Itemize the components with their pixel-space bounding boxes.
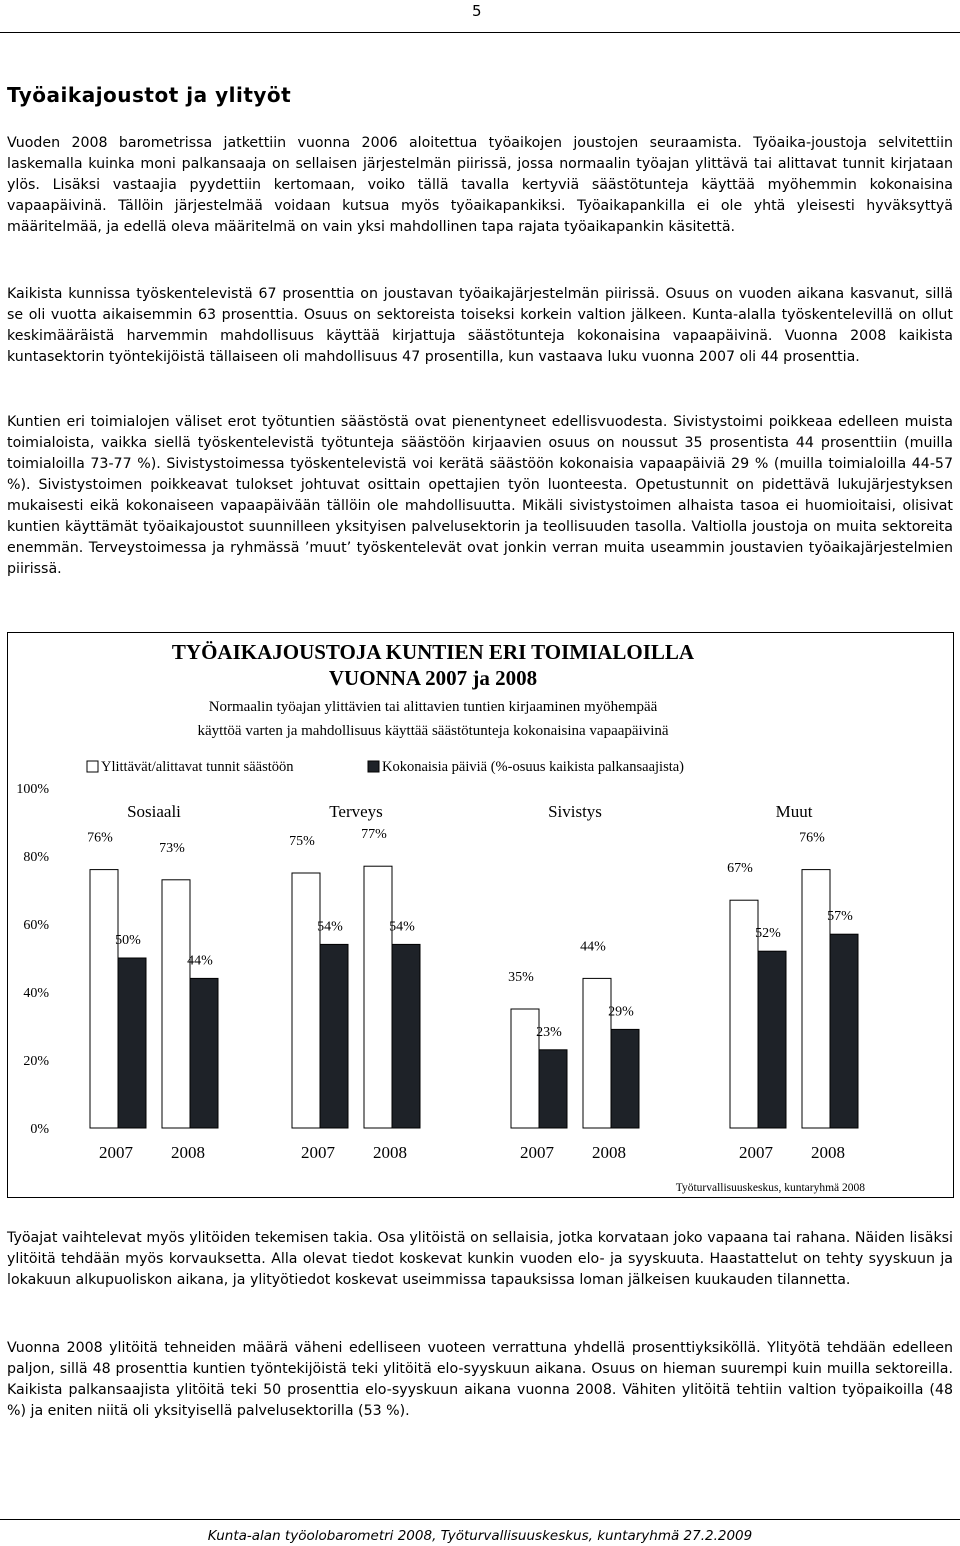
y-tick-label: 60% — [23, 918, 49, 933]
bar-full-days — [830, 934, 858, 1128]
paragraph-5: Vuonna 2008 ylitöitä tehneiden määrä väheni edelliseen vuoteen verrattuna yhdellä prosenttiyksiköllä. Ylityötä tehdään edelleen paljon, sillä 48 prosenttia kuntien työntekijöistä teki ylitöitä elo-syyskuun aikana. Osuus on hieman suurempi kuin muilla sektoreilla. Kaikista palkansaajista ylitöitä teki 50 prosenttia elo-syyskuun aikana vuonna 2008. Vähiten ylitöitä tehtiin valtion työpaikoilla (48 %) ja eniten niitä oli yksityisellä palvelusektorilla (53 %). — [7, 1340, 953, 1419]
bar-hours-saved — [730, 900, 758, 1128]
group-label: Muut — [775, 802, 813, 821]
bar-value-label: 76% — [799, 830, 825, 846]
bar-value-label: 57% — [827, 909, 853, 925]
bar-full-days — [320, 944, 348, 1128]
y-tick-label: 100% — [16, 782, 49, 797]
legend-label-days: Kokonaisia päiviä (%-osuus kaikista palkansaajista) — [382, 759, 685, 775]
bar-hours-saved — [583, 978, 611, 1128]
group-label: Sosiaali — [127, 802, 181, 821]
year-label: 2007 — [520, 1143, 554, 1162]
bar-full-days — [758, 951, 786, 1128]
bar-hours-saved — [90, 870, 118, 1128]
page-number: 5 — [472, 2, 482, 20]
bar-value-label: 73% — [159, 840, 185, 856]
bar-value-label: 54% — [389, 919, 415, 935]
section-heading: Työaikajoustot ja ylityöt — [7, 83, 292, 107]
page-footer: Kunta-alan työolobarometri 2008, Työturvallisuuskeskus, kuntaryhmä 27.2.2009 — [207, 1528, 753, 1544]
legend-swatch-hours — [87, 761, 98, 772]
bar-value-label: 52% — [755, 926, 781, 942]
y-tick-label: 0% — [30, 1122, 49, 1137]
bar-value-label: 29% — [608, 1004, 634, 1020]
bar-value-label: 35% — [508, 970, 534, 985]
group-label: Sivistys — [548, 802, 602, 821]
bar-full-days — [190, 978, 218, 1128]
year-label: 2008 — [811, 1143, 845, 1162]
year-label: 2007 — [739, 1143, 773, 1162]
legend-swatch-days — [368, 761, 379, 772]
bar-value-label: 44% — [580, 939, 606, 955]
paragraph-3: Kuntien eri toimialojen väliset erot työtuntien säästöstä ovat pienentyneet edellisvuodesta. Sivistystoimi poikkeaa edelleen muista toimialoista, vaikka siellä työskentelevistä työtunteja säästöön kirjaavien osuus on noussut 35 prosentista 44 prosenttiin (muilla toimialoilla 73-77 %). Sivistystoimessa työskentelevistä voi kerätä säästöön kokonaisia vapaapäiviä 29 % (muilla toimialoilla 44-57 %). Sivistystoimen poikkeavat tulokset johtuvat osittain opettajien työn luonteesta. Opetustunnit on pidettävä lukujärjestyksen mukaisesti eikä kokonaiseen vapaapäivään tällöin ole mahdollisuutta. Mikäli sivistystoimen alhaista tasoa ei huomioitaisi, olisivat kuntien käyttämät työaikajoustot suunnilleen yksityisen palvelusektorin ja teollisuuden tasolla. Valtiolla joustoja on muita sektoreita enemmän. Terveystoimessa ja ryhmässä ’muut’ työskentelevät ovat jonkin verran muita useammin joustavien työaikajärjestelmien piirissä. — [7, 414, 953, 577]
bar-hours-saved — [162, 880, 190, 1128]
bar-full-days — [539, 1050, 567, 1128]
bar-value-label: 77% — [361, 827, 387, 843]
chart-subtitle-line-2: käyttöä varten ja mahdollisuus käyttää säästötunteja kokonaisina vapaapäivinä — [197, 723, 669, 739]
chart-source: Työturvallisuuskeskus, kuntaryhmä 2008 — [675, 1182, 865, 1194]
year-label: 2008 — [373, 1143, 407, 1162]
chart-title-year: VUONNA 2007 ja 2008 — [328, 666, 538, 690]
chart-title: TYÖAIKAJOUSTOJA KUNTIEN ERI TOIMIALOILLA — [171, 640, 695, 664]
year-label: 2007 — [99, 1143, 133, 1162]
y-tick-label: 80% — [23, 850, 49, 865]
bar-value-label: 54% — [317, 919, 343, 935]
bar-value-label: 76% — [87, 830, 113, 846]
bar-full-days — [118, 958, 146, 1128]
footer-rule — [0, 1519, 960, 1520]
bar-hours-saved — [364, 866, 392, 1128]
bar-value-label: 75% — [289, 834, 315, 849]
bar-full-days — [611, 1029, 639, 1128]
y-tick-label: 40% — [23, 986, 49, 1001]
year-label: 2008 — [592, 1143, 626, 1162]
bar-value-label: 23% — [536, 1024, 562, 1040]
paragraph-1: Vuoden 2008 barometrissa jatkettiin vuonna 2006 aloitettua työaikojen joustojen seuraamista. Työaika-joustoja selvitettiin laskemalla kuinka moni palkansaaja on sellaisen järjestelmän piirissä, jossa normaalin työajan ylittävä tai alittavat tunnit kirjataan ylös. Lisäksi vastaajia pyydettiin kertomaan, voiko tällä tavalla kertyviä säästötunteja käyttää myöhemmin kokonaisina vapaapäivinä. Tällöin järjestelmää voidaan kutsua myös työaikapankiksi. Työaikapankilla ei ole yhtä yleisesti hyväksyttyä määritelmää, ja edellä oleva määritelmä on vain yksi mahdollinen tapa rajata työaikapankin käsitettä. — [7, 135, 953, 235]
paragraph-4: Työajat vaihtelevat myös ylitöiden tekemisen takia. Osa ylitöistä on sellaisia, jotka korvataan joko vapaana tai rahana. Näiden lisäksi ylitöitä tehdään myös korvauksetta. Alla olevat tiedot koskevat kunkin vuoden elo- ja syyskuuta. Haastattelut on tehty syyskuun ja lokakuun alkupuoliskon aikana, ja ylityötiedot koskevat useimmissa tapauksissa loman jälkeisen kuukauden tilannetta. — [7, 1230, 953, 1288]
bar-value-label: 44% — [187, 953, 213, 969]
header-rule — [0, 32, 960, 33]
bar-full-days — [392, 944, 420, 1128]
legend-label-hours: Ylittävät/alittavat tunnit säästöön — [101, 759, 294, 775]
bar-value-label: 50% — [115, 933, 141, 948]
paragraph-2: Kaikista kunnissa työskentelevistä 67 prosenttia on joustavan työaikajärjestelmän piirissä. Osuus on vuoden aikana kasvanut, sillä se oli vuotta aikaisemmin 63 prosenttia. Osuus on sektoreista toiseksi korkein valtion jälkeen. Kunta-alalla työskentelevillä on ollut keskimääräistä harvemmin mahdollisuus käyttää kirjattuja säästötunteja kokonaisina vapaapäivinä. Vuonna 2008 kaikista kuntasektorin työntekijöistä tällaiseen oli mahdollisuus 47 prosentilla, kun vastaava luku vuonna 2007 oli 44 prosenttia. — [7, 286, 953, 365]
group-label: Terveys — [329, 802, 383, 821]
bar-value-label: 67% — [727, 861, 753, 877]
bar-chart — [8, 633, 955, 1199]
bar-hours-saved — [292, 873, 320, 1128]
year-label: 2008 — [171, 1143, 205, 1162]
chart-frame — [7, 632, 954, 1198]
bar-hours-saved — [802, 870, 830, 1128]
year-label: 2007 — [301, 1143, 335, 1162]
y-tick-label: 20% — [23, 1054, 49, 1069]
chart-subtitle-line-1: Normaalin työajan ylittävien tai alittavien tuntien kirjaaminen myöhempää — [208, 699, 658, 715]
bar-hours-saved — [511, 1009, 539, 1128]
